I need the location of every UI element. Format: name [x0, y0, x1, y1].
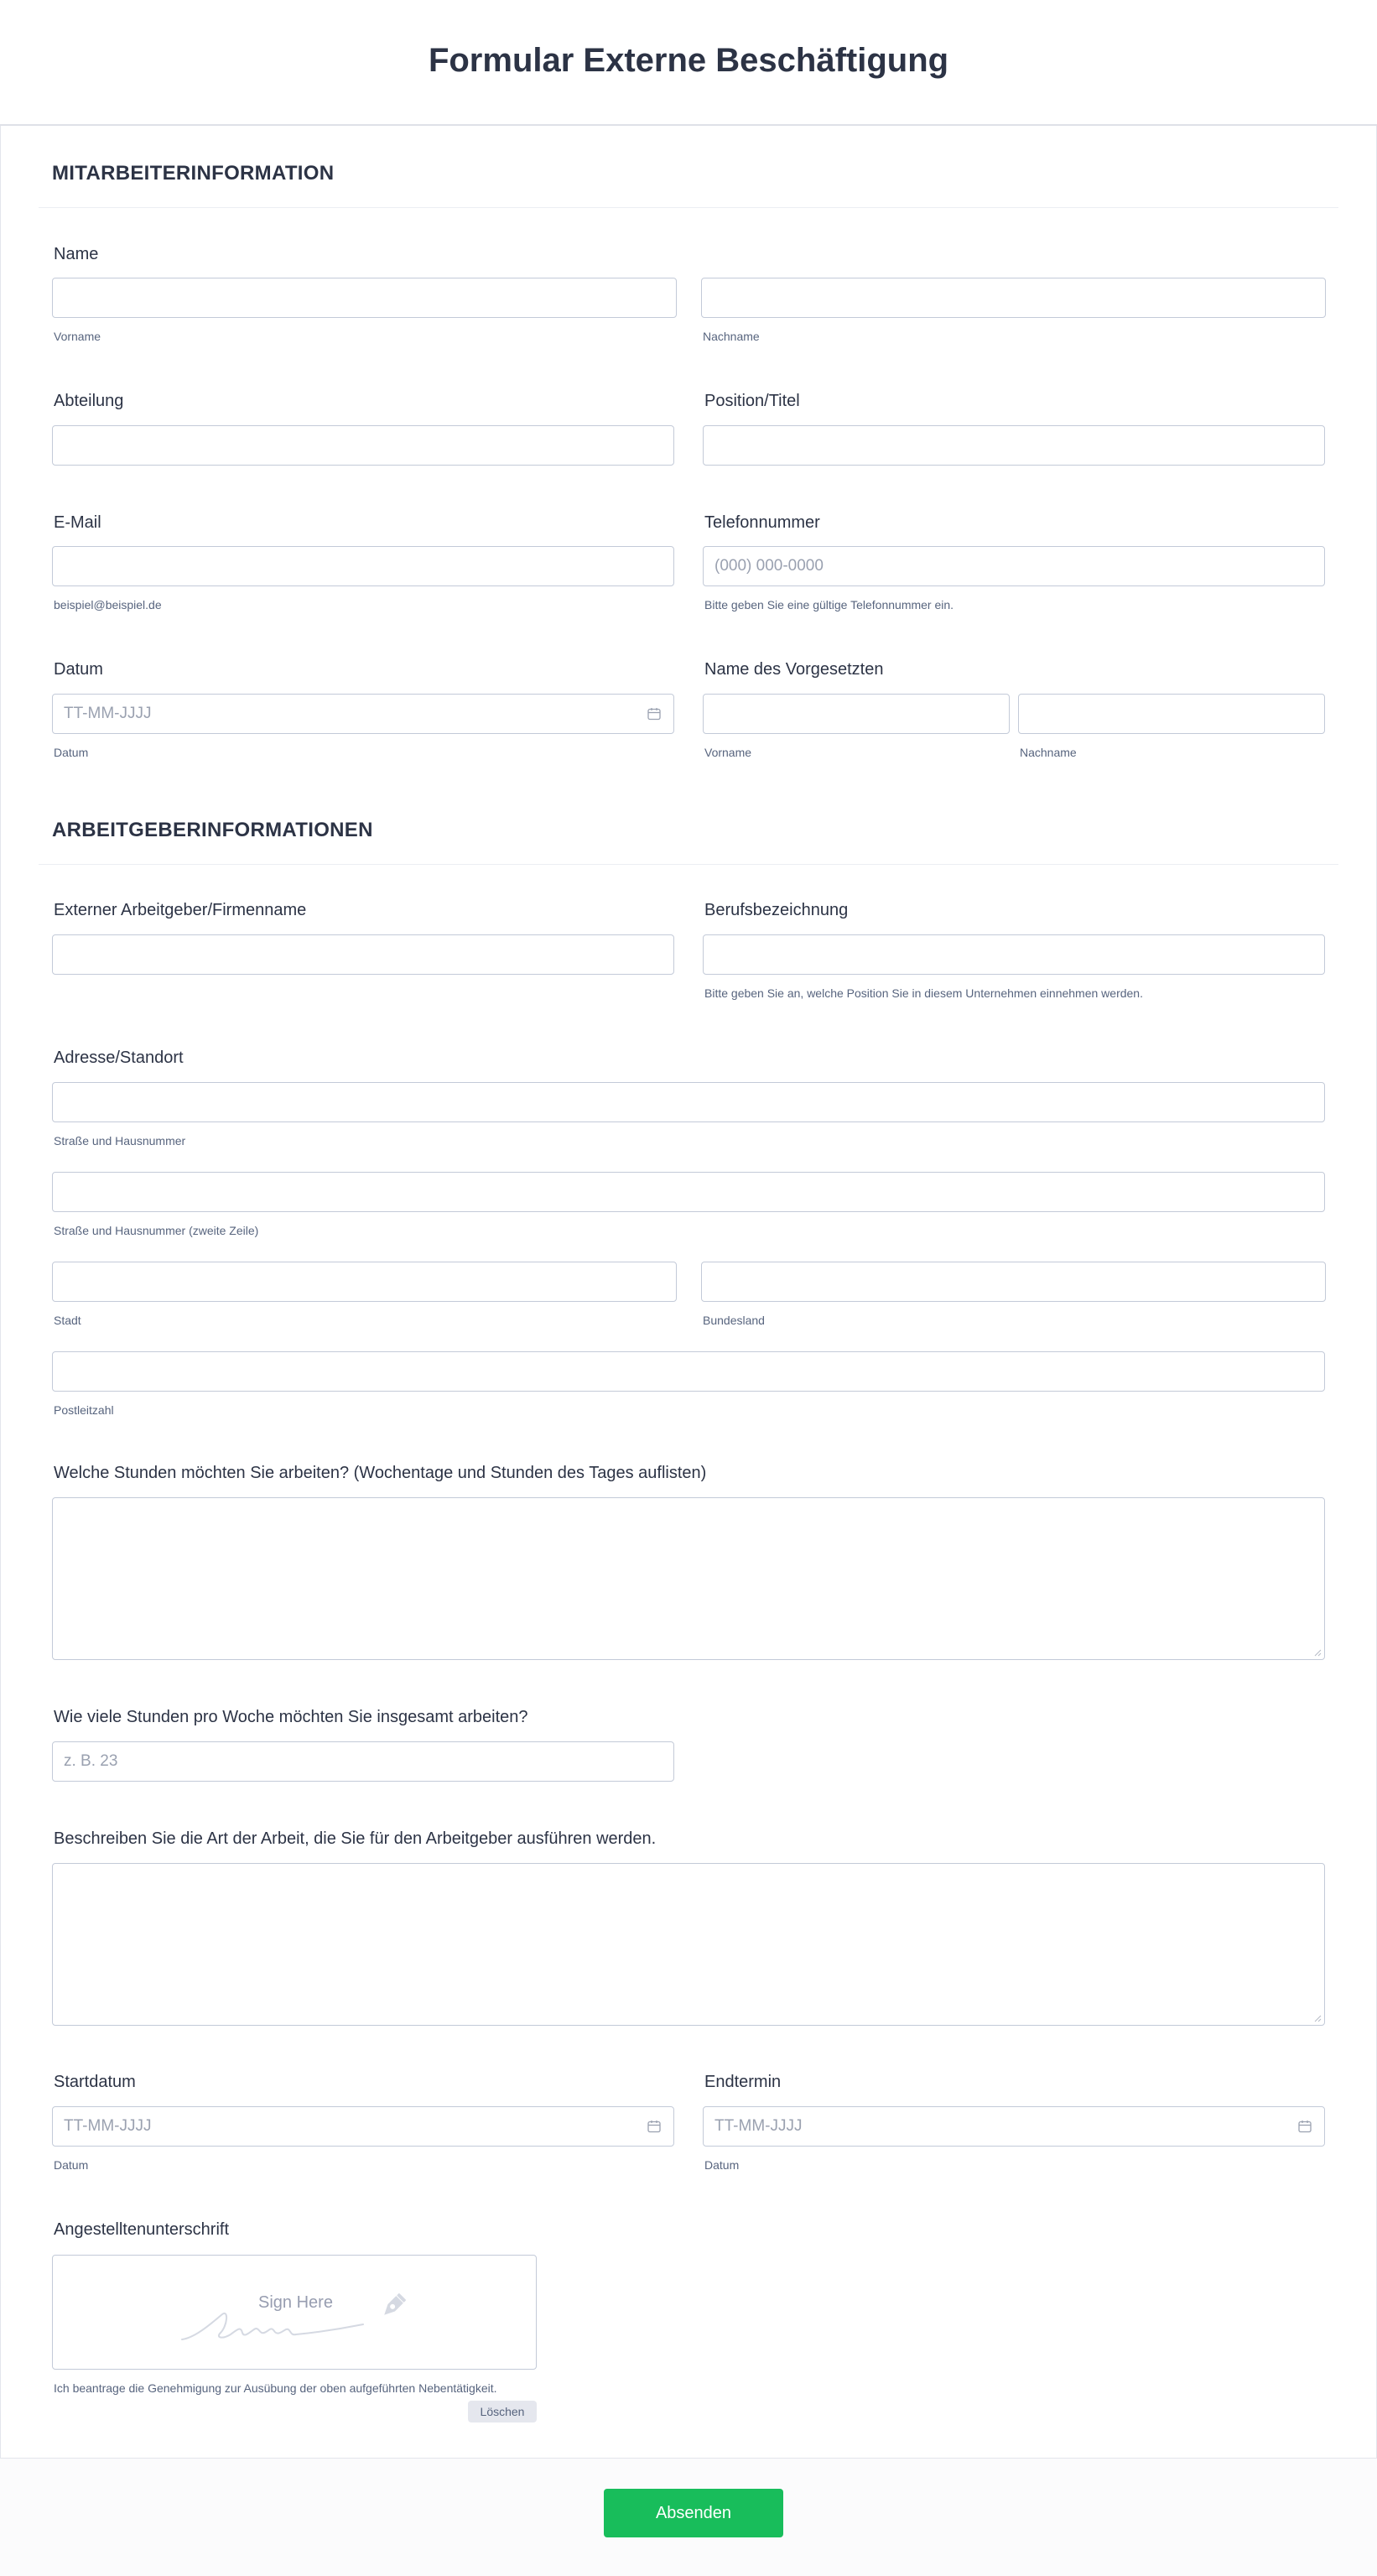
position-input[interactable]	[703, 425, 1325, 466]
date-input[interactable]	[52, 694, 674, 734]
form-header	[0, 0, 1377, 126]
name-label: Name	[54, 245, 99, 263]
phone-input[interactable]	[703, 546, 1325, 586]
hours-textarea[interactable]	[52, 1497, 1325, 1660]
city-input[interactable]	[52, 1262, 677, 1302]
street2-sublabel: Straße und Hausnummer (zweite Zeile)	[54, 1224, 259, 1237]
supervisor-label: Name des Vorgesetzten	[704, 660, 884, 679]
state-sublabel: Bundesland	[703, 1314, 765, 1327]
resize-handle-icon[interactable]	[1313, 2014, 1322, 2022]
start-date-input[interactable]	[52, 2106, 674, 2147]
date-placeholder: TT-MM-JJJJ	[64, 705, 152, 722]
signature-pad[interactable]	[52, 2255, 537, 2370]
calendar-icon[interactable]	[647, 706, 662, 721]
department-input[interactable]	[52, 425, 674, 466]
end-date-input[interactable]	[703, 2106, 1325, 2147]
form-title: Formular Externe Beschäftigung	[428, 42, 949, 79]
section-title-employee: MITARBEITERINFORMATION	[52, 162, 335, 185]
last-name-sublabel: Nachname	[703, 330, 760, 343]
street-sublabel: Straße und Hausnummer	[54, 1134, 186, 1147]
address-label: Adresse/Standort	[54, 1049, 184, 1067]
supervisor-last-name-input[interactable]	[1018, 694, 1325, 734]
calendar-icon[interactable]	[1297, 2119, 1312, 2134]
start-date-label: Startdatum	[54, 2073, 136, 2091]
hours-label: Welche Stunden möchten Sie arbeiten? (Wochentage und Stunden des Tages auflisten)	[54, 1464, 707, 1482]
position-label: Position/Titel	[704, 392, 800, 410]
zip-input[interactable]	[52, 1351, 1325, 1392]
company-input[interactable]	[52, 934, 674, 975]
weekly-hours-label: Wie viele Stunden pro Woche möchten Sie insgesamt arbeiten?	[54, 1708, 528, 1726]
first-name-sublabel: Vorname	[54, 330, 101, 343]
section-title-employer: ARBEITGEBERINFORMATIONEN	[52, 819, 373, 841]
pen-nib-icon	[372, 2289, 410, 2328]
clear-signature-button[interactable]: Löschen	[468, 2401, 537, 2422]
supervisor-first-name-input[interactable]	[703, 694, 1010, 734]
end-date-sublabel: Datum	[704, 2158, 740, 2172]
email-input[interactable]	[52, 546, 674, 586]
phone-label: Telefonnummer	[704, 513, 820, 532]
last-name-input[interactable]	[701, 278, 1326, 318]
job-title-input[interactable]	[703, 934, 1325, 975]
department-label: Abteilung	[54, 392, 124, 410]
section-divider	[39, 864, 1338, 865]
city-sublabel: Stadt	[54, 1314, 81, 1327]
signature-label: Angestelltenunterschrift	[54, 2220, 230, 2239]
phone-sublabel: Bitte geben Sie eine gültige Telefonnummer ein.	[704, 598, 954, 611]
phone-placeholder: (000) 000-0000	[714, 557, 824, 575]
state-input[interactable]	[701, 1262, 1326, 1302]
email-label: E-Mail	[54, 513, 101, 532]
end-date-label: Endtermin	[704, 2073, 782, 2091]
end-date-placeholder: TT-MM-JJJJ	[714, 2117, 803, 2135]
supervisor-last-sublabel: Nachname	[1020, 746, 1077, 759]
zip-sublabel: Postleitzahl	[54, 1403, 114, 1417]
signature-sublabel: Ich beantrage die Genehmigung zur Ausübung der oben aufgeführten Nebentätigkeit.	[54, 2381, 497, 2395]
job-title-label: Berufsbezeichnung	[704, 901, 849, 919]
work-description-label: Beschreiben Sie die Art der Arbeit, die Sie für den Arbeitgeber ausführen werden.	[54, 1829, 657, 1848]
section-divider	[39, 207, 1338, 208]
date-label: Datum	[54, 660, 103, 679]
signature-placeholder: Sign Here	[258, 2293, 333, 2312]
weekly-hours-placeholder: z. B. 23	[64, 1752, 118, 1770]
first-name-input[interactable]	[52, 278, 677, 318]
company-label: Externer Arbeitgeber/Firmenname	[54, 901, 307, 919]
calendar-icon[interactable]	[647, 2119, 662, 2134]
street2-input[interactable]	[52, 1172, 1325, 1212]
submit-button[interactable]: Absenden	[604, 2489, 783, 2537]
email-sublabel: beispiel@beispiel.de	[54, 598, 162, 611]
street-input[interactable]	[52, 1082, 1325, 1122]
work-description-textarea[interactable]	[52, 1863, 1325, 2026]
date-sublabel: Datum	[54, 746, 89, 759]
resize-handle-icon[interactable]	[1313, 1648, 1322, 1657]
supervisor-first-sublabel: Vorname	[704, 746, 752, 759]
weekly-hours-input[interactable]	[52, 1741, 674, 1782]
start-date-sublabel: Datum	[54, 2158, 89, 2172]
job-title-sublabel: Bitte geben Sie an, welche Position Sie in diesem Unternehmen einnehmen werden.	[704, 986, 1143, 1000]
start-date-placeholder: TT-MM-JJJJ	[64, 2117, 152, 2135]
